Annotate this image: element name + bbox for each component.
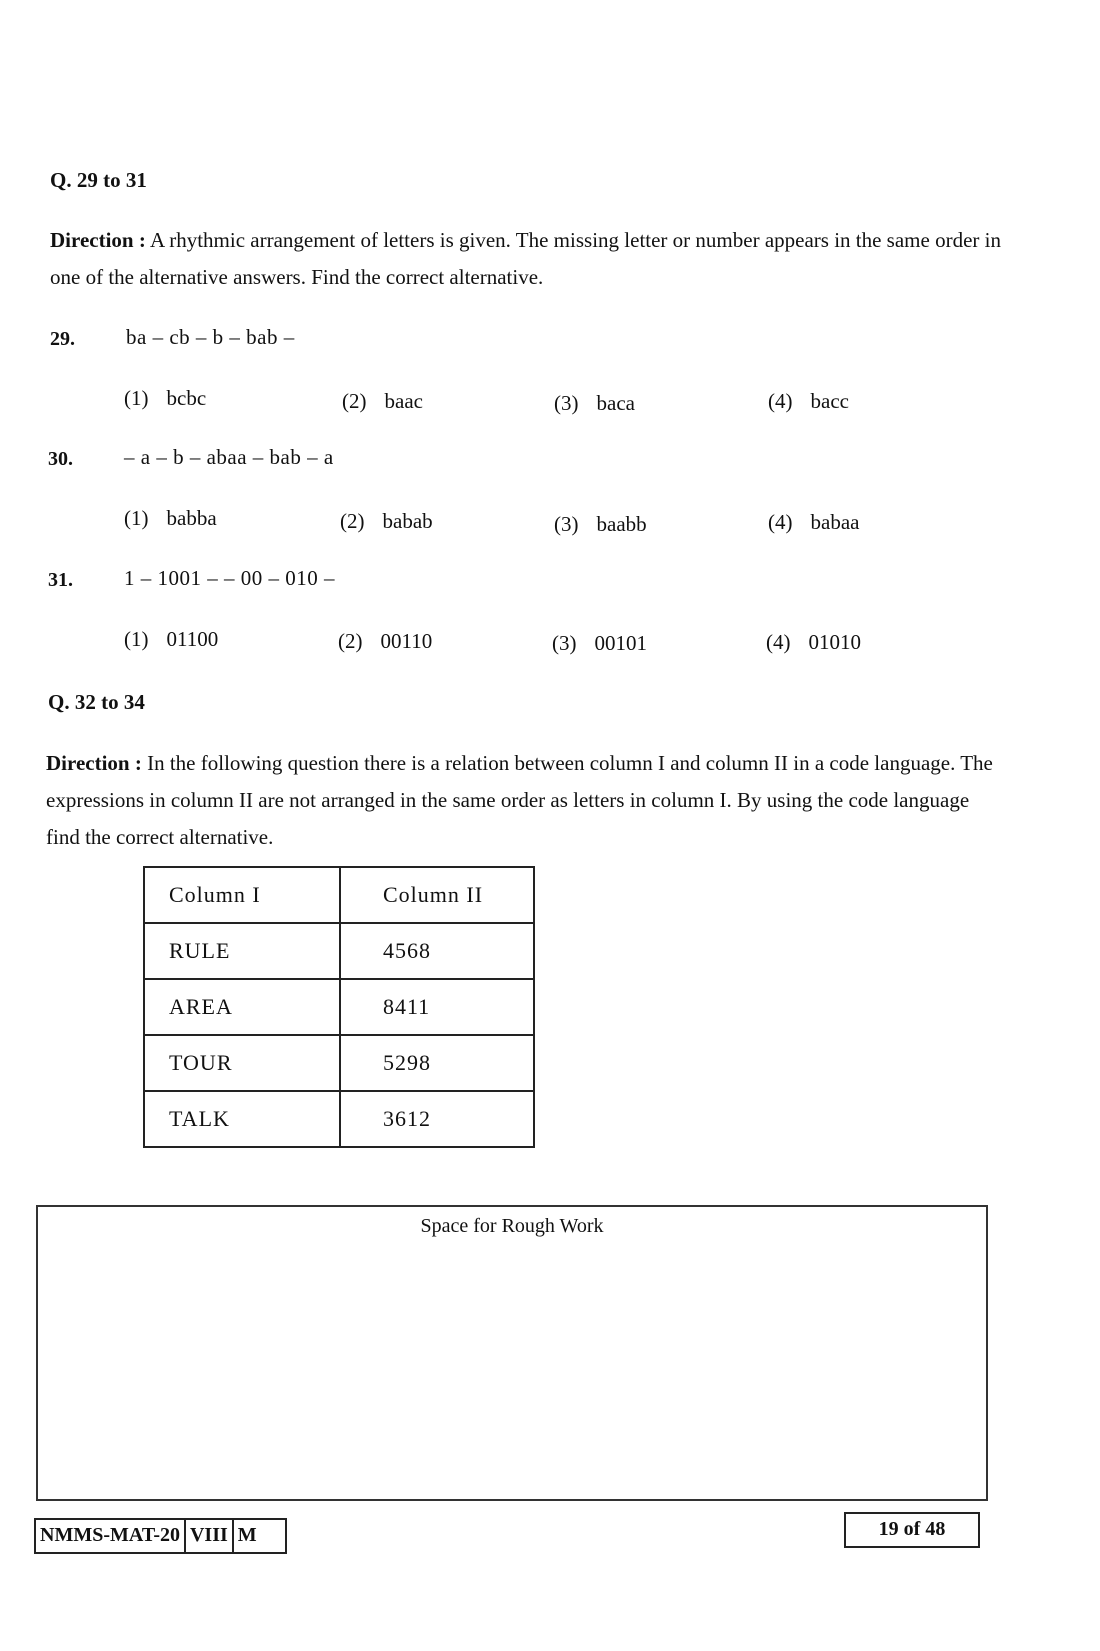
- column-header: Column I: [144, 867, 340, 923]
- rough-work-label: Space for Rough Work: [420, 1215, 604, 1237]
- option[interactable]: [124, 386, 206, 411]
- option[interactable]: [766, 630, 861, 655]
- paper-code-class: VIII: [186, 1520, 234, 1552]
- table-row: [144, 979, 534, 1035]
- table-header-row: [144, 867, 534, 923]
- option-number: (4): [768, 510, 793, 534]
- section-title-32-34: Q. 32 to 34: [48, 690, 145, 714]
- option-number: (3): [554, 391, 579, 415]
- option-number: (2): [340, 509, 365, 533]
- table-cell: 3612: [340, 1091, 534, 1147]
- option-value: baac: [384, 389, 423, 413]
- option-number: (1): [124, 386, 149, 410]
- page-number: 19 of 48: [844, 1512, 980, 1548]
- option[interactable]: [554, 391, 635, 416]
- option[interactable]: [124, 627, 218, 652]
- option[interactable]: [124, 506, 217, 531]
- option-number: (3): [552, 631, 577, 655]
- direction-32-34: [46, 745, 996, 856]
- option-value: bacc: [810, 389, 849, 413]
- option-value: babaa: [810, 510, 860, 534]
- option[interactable]: [768, 510, 859, 535]
- option-value: bcbc: [166, 386, 207, 410]
- table-row: [144, 923, 534, 979]
- option-number: (4): [768, 389, 793, 413]
- column-header: Column II: [340, 867, 534, 923]
- paper-code-exam: NMMS-MAT-20: [36, 1520, 186, 1552]
- option-value: baca: [596, 391, 635, 415]
- option[interactable]: [554, 512, 647, 537]
- table-row: [144, 1035, 534, 1091]
- table-cell: AREA: [144, 979, 340, 1035]
- option[interactable]: [338, 629, 432, 654]
- option-value: babba: [166, 506, 217, 530]
- question-number: 31.: [48, 569, 73, 591]
- option-number: (1): [124, 506, 149, 530]
- table-cell: 4568: [340, 923, 534, 979]
- option[interactable]: [342, 389, 423, 414]
- option-value: 00110: [380, 629, 433, 653]
- table-cell: TOUR: [144, 1035, 340, 1091]
- option-value: 00101: [594, 631, 647, 655]
- option[interactable]: [552, 631, 647, 656]
- table-cell: 5298: [340, 1035, 534, 1091]
- option-value: 01100: [166, 627, 219, 651]
- direction-text: A rhythmic arrangement of letters is given. The missing letter or number appears in the same order in one of the alternative answers. Find the correct alternative.: [50, 228, 1001, 289]
- direction-text: In the following question there is a relation between column I and column II in a code language. The expressions in column II are not arranged in the same order as letters in column I. By using the code language find the correct alternative.: [46, 751, 993, 849]
- direction-label: Direction :: [50, 228, 146, 252]
- option-number: (1): [124, 627, 149, 651]
- question-number: 30.: [48, 448, 73, 470]
- paper-code: [34, 1518, 287, 1554]
- table-row: [144, 1091, 534, 1147]
- section-title-29-31: Q. 29 to 31: [50, 168, 147, 192]
- question-text: ba – cb – b – bab –: [126, 325, 295, 349]
- table-cell: RULE: [144, 923, 340, 979]
- option-number: (4): [766, 630, 791, 654]
- option[interactable]: [340, 509, 433, 534]
- code-table: [143, 866, 535, 1148]
- rough-work-box[interactable]: [36, 1205, 988, 1501]
- option-value: babab: [382, 509, 433, 533]
- option[interactable]: [768, 389, 849, 414]
- table-cell: TALK: [144, 1091, 340, 1147]
- question-number: 29.: [50, 328, 75, 350]
- question-text: – a – b – abaa – bab – a: [124, 445, 334, 469]
- option-number: (2): [338, 629, 363, 653]
- paper-code-medium: M: [237, 1524, 257, 1546]
- direction-label: Direction :: [46, 751, 142, 775]
- direction-29-31: [50, 222, 1010, 296]
- option-number: (2): [342, 389, 367, 413]
- option-number: (3): [554, 512, 579, 536]
- question-text: 1 – 1001 – – 00 – 010 –: [124, 566, 335, 590]
- option-value: baabb: [596, 512, 647, 536]
- option-value: 01010: [808, 630, 861, 654]
- table-cell: 8411: [340, 979, 534, 1035]
